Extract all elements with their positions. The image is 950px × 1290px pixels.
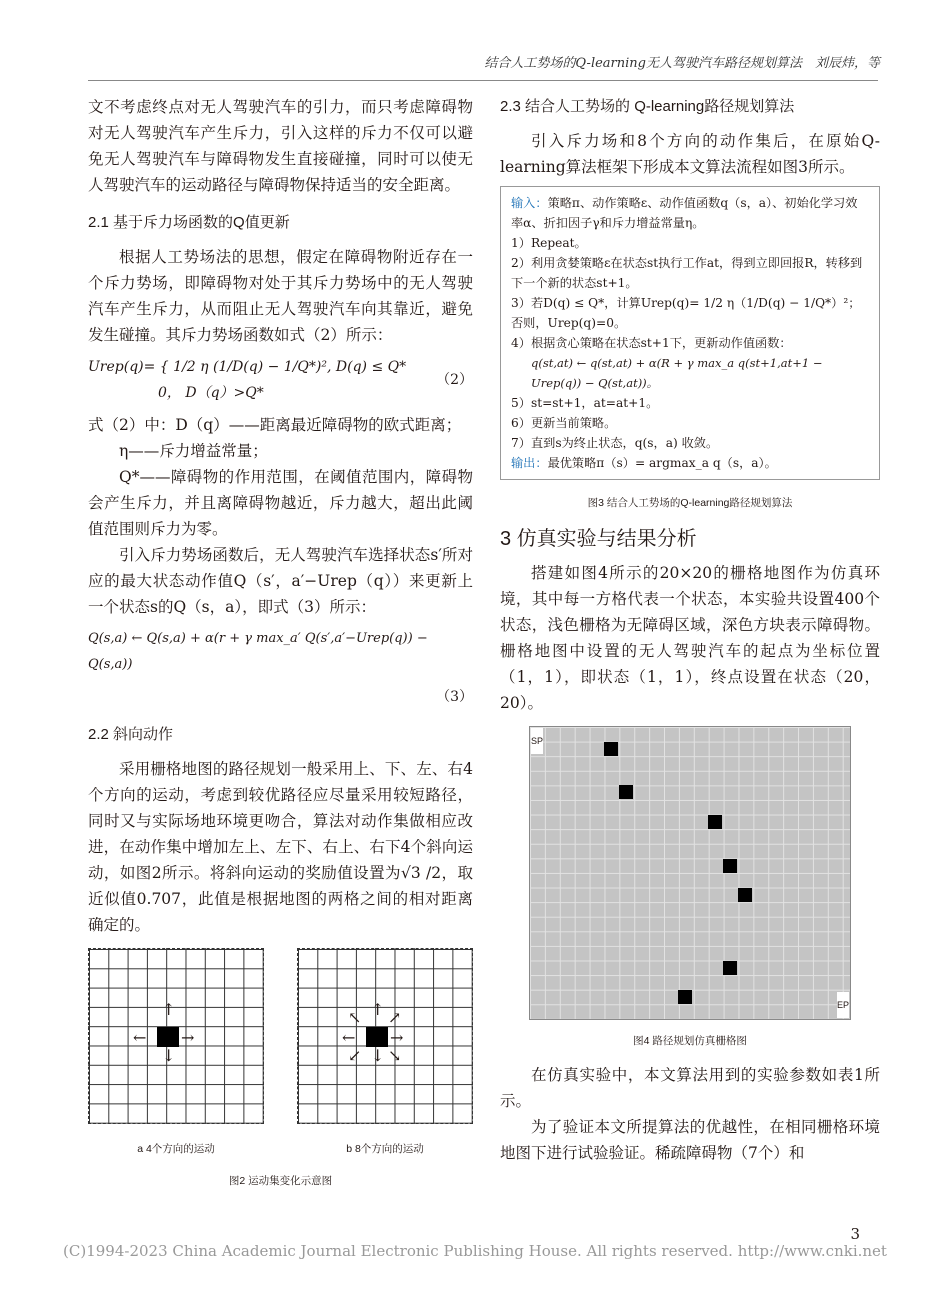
start-point-label: SP [531,728,543,754]
arrow-left-icon: ← [133,1028,147,1047]
equation-3: Q(s,a) ← Q(s,a) + α(r + γ max_a′ Q(s′,a′−Urep(q)) − Q(s,a)) [88,631,428,672]
paragraph: 采用栅格地图的路径规划一般采用上、下、左、右4个方向的运动，考虑到较优路径应尽量采用较短路径，同时又与实际场地环境更吻合，算法对动作集做相应改进，在动作集中增加左上、左下、右上、右下4个斜向运动，如图2所示。将斜向运动的奖励值设置为√3 /2，取近似值0.707，此值是根据地图的两格之间的相对距离确定的。 [88,760,473,934]
copyright-footer: (C)1994-2023 China Academic Journal Electronic Publishing House. All rights reserved. http://www.cnki.net [63,1242,887,1260]
arrow-up-left-icon: ↖ [348,1008,362,1027]
algo-step: 4）根据贪心策略在状态st+1下，更新动作值函数： [511,336,792,350]
paragraph: 引入斥力场和8个方向的动作集后，在原始Q-learning算法框架下形成本文算法流程如图3所示。 [500,132,880,176]
subfigure-caption: a 4个方向的运动 [137,1143,215,1155]
paragraph: 文不考虑终点对无人驾驶汽车的引力，而只考虑障碍物对无人驾驶汽车产生斥力，引入这样的斥力不仅可以避免无人驾驶汽车与障碍物发生直接碰撞，同时可以使无人驾驶汽车的运动路径与障碍物保持适当的安全距离。 [88,98,473,194]
arrow-right-icon: → [181,1028,195,1047]
grid-4-directions [88,948,264,1124]
algo-output: 最优策略π（s）= argmax_a q（s，a）。 [547,456,777,470]
left-column [88,94,473,1194]
obstacle [604,742,618,756]
arrow-up-right-icon: ↗ [388,1008,402,1027]
algo-step: 6）更新当前策略。 [511,416,617,430]
figure-caption: 图4 路径规划仿真栅格图 [633,1035,747,1047]
equation-2-line2: 0， D（q）>Q* [158,385,264,401]
arrow-left-icon: ← [342,1028,356,1047]
output-label: 输出： [511,456,548,470]
obstacle [723,859,737,873]
page-number: 3 [850,1225,860,1243]
algo-step: 7）直到s为终止状态，q(s，a) 收敛。 [511,436,719,450]
arrow-up-icon: ↑ [371,1000,385,1019]
equation-2 [88,354,473,406]
algo-formula: q(st,at) ← q(st,at) + α(R + γ max_a q(st+1,at+1 − Urep(q)) − Q(st,at))。 [531,356,823,390]
figure-caption: 图3 结合人工势场的Q-learning路径规划算法 [587,497,793,509]
figure-caption: 图2 运动集变化示意图 [228,1175,333,1187]
paragraph: 在仿真实验中，本文算法用到的实验参数如表1所示。 [500,1066,880,1110]
equation-number: （2） [436,372,473,388]
arrow-right-icon: → [390,1028,404,1047]
algo-step: 2）利用贪婪策略ε在状态st执行工作at，得到立即回报R，转移到下一个新的状态st+1。 [511,256,863,290]
obstacle [619,785,633,799]
paragraph: η——斥力增益常量； [119,442,268,460]
algo-step: 5）st=st+1，at=at+1。 [511,396,659,410]
paragraph: Q*——障碍物的作用范围，在阈值范围内，障碍物会产生斥力，并且离障碍物越近，斥力越大，超出此阈值范围则斥力为零。 [88,468,473,538]
figure-2 [88,948,473,1162]
end-point-label: EP [837,992,849,1018]
paragraph: 引入斥力势场函数后，无人驾驶汽车选择状态s′所对应的最大状态动作值Q（s′，a′−Urep（q））来更新上一个状态s的Q（s，a），即式（3）所示： [88,546,473,616]
simulation-grid [529,726,851,1020]
paragraph: 为了验证本文所提算法的优越性，在相同栅格环境地图下进行试验验证。稀疏障碍物（7个）和 [500,1118,880,1162]
arrow-down-icon: ↓ [162,1046,176,1065]
obstacle [678,990,692,1004]
section-heading: 2.1 基于斥力场函数的Q值更新 [88,214,290,231]
arrow-down-right-icon: ↘ [388,1046,402,1065]
paragraph: 根据人工势场法的思想，假定在障碍物附近存在一个斥力势场，即障碍物对处于其斥力势场中的无人驾驶汽车产生斥力，从而阻止无人驾驶汽车向其靠近，避免发生碰撞。其斥力势场函数如式（2）所示： [88,248,473,344]
paragraph: 搭建如图4所示的20×20的栅格地图作为仿真环境，其中每一方格代表一个状态，本实验共设置400个状态，浅色栅格为无障碍区域，深色方块表示障碍物。栅格地图中设置的无人驾驶汽车的起点为坐标位置（1，1），即状态（1，1），终点设置在状态（20，20）。 [500,564,880,712]
algo-step: 3）若D(q) ≤ Q*，计算Urep(q)= 1/2 η（1/D(q) − 1/Q*）²；否则，Urep(q)=0。 [511,296,861,330]
algorithm-box [500,186,880,480]
figure-4 [500,726,880,1054]
paragraph: 式（2）中：D（q）——距离最近障碍物的欧式距离； [88,416,462,434]
algo-step: 1）Repeat。 [511,236,587,250]
obstacle [723,961,737,975]
arrow-down-left-icon: ↙ [348,1046,362,1065]
section-heading: 3 仿真实验与结果分析 [500,528,697,550]
header-rule [88,80,878,81]
input-label: 输入： [511,196,548,210]
right-column [500,94,880,1166]
arrow-down-icon: ↓ [371,1046,385,1065]
subfigure-caption: b 8个方向的运动 [346,1143,424,1155]
algo-input: 策略π、动作策略ε、动作值函数q（s，a）、初始化学习效率α、折扣因子γ和斥力增益常量η。 [511,196,858,230]
equation-2-line1: Urep(q)= { 1/2 η (1/D(q) − 1/Q*)², D(q) ≤ Q* [88,359,407,375]
running-header: 结合人工势场的Q-learning无人驾驶汽车路径规划算法 刘辰炜，等 [484,56,880,71]
arrow-up-icon: ↑ [162,1000,176,1019]
obstacle [738,888,752,902]
grid-8-directions [297,948,473,1124]
section-heading: 2.2 斜向动作 [88,726,174,743]
obstacle [708,815,722,829]
section-heading: 2.3 结合人工势场的 Q-learning路径规划算法 [500,98,795,115]
equation-number: （3） [436,689,473,705]
